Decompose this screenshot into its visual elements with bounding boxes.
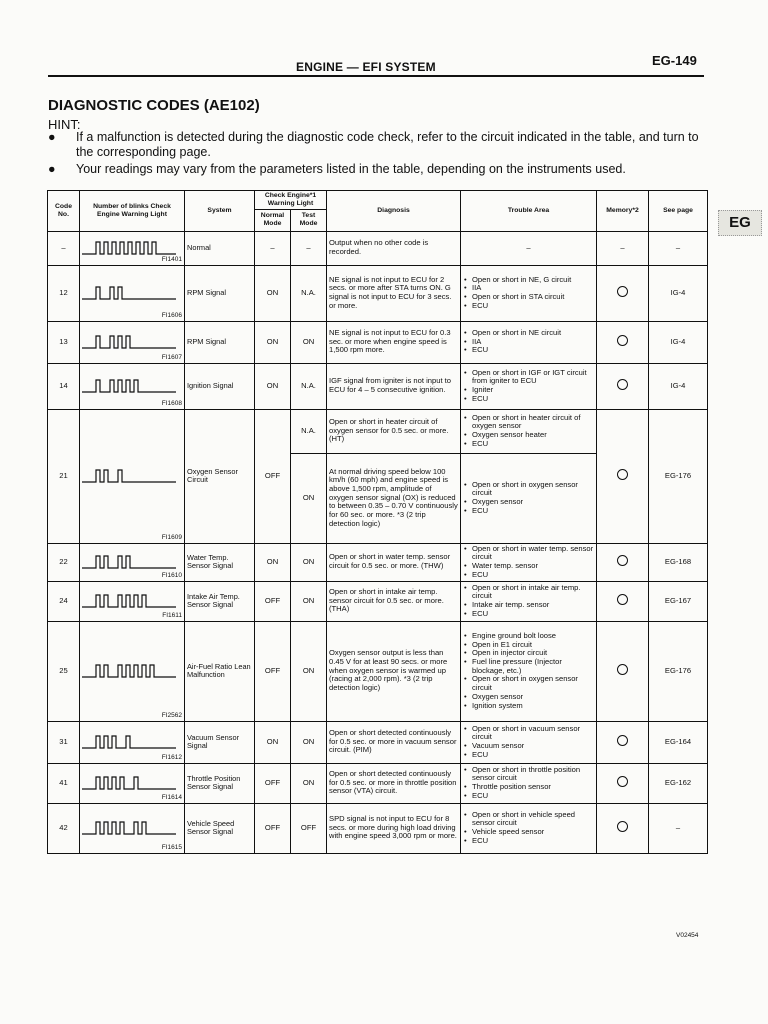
blink-pattern-icon xyxy=(82,468,178,484)
test-mode-value: N.A. xyxy=(301,287,316,297)
blink-pattern-icon xyxy=(82,734,178,750)
test-mode-cell xyxy=(291,803,327,853)
diagnosis-cell xyxy=(327,231,461,265)
code-cell xyxy=(48,321,80,363)
figure-id: FI1609 xyxy=(161,534,182,542)
see-page-ref: IG-4 xyxy=(670,380,686,390)
trouble-area-cell xyxy=(461,321,597,363)
system-name: Oxygen Sensor Circuit xyxy=(187,466,238,485)
diagnosis-text: Open or short in intake air temp. sensor circuit for 0.5 sec. or more. (THA) xyxy=(329,587,444,614)
normal-mode-value: OFF xyxy=(264,665,281,675)
see-page-cell xyxy=(649,763,708,803)
trouble-item: • Igniter xyxy=(463,386,594,395)
hint-bullet xyxy=(48,162,708,177)
test-mode-cell xyxy=(291,721,327,763)
trouble-item: • Open or short in oxygen sensor circuit xyxy=(463,481,594,498)
page-number: EG-149 xyxy=(652,53,697,68)
diagnosis-text: At normal driving speed below 100 km/h (60 mph) and engine speed is above 1,500 rpm, amplitude of oxygen sensor signal (OX) is reduced to between 0.35 – 0.70 V continuously for 60 sec. or more. *3 (2 trip detection logic) xyxy=(329,466,458,528)
memory-circle-icon xyxy=(617,335,628,346)
see-page-cell xyxy=(649,581,708,621)
trouble-item: • Open or short in vehicle speed sensor circuit xyxy=(463,811,594,828)
system-name: Ignition Signal xyxy=(187,380,234,390)
system-name: Water Temp. Sensor Signal xyxy=(187,552,234,571)
trouble-item: • Open or short in NE circuit xyxy=(463,329,594,338)
normal-mode-value: – xyxy=(270,242,275,252)
normal-mode-value: OFF xyxy=(264,470,281,480)
normal-mode-value: ON xyxy=(266,736,279,746)
test-mode-cell xyxy=(291,265,327,321)
figure-id: FI1610 xyxy=(161,572,182,580)
header-see-page: See page xyxy=(649,191,708,232)
diagnosis-cell xyxy=(327,265,461,321)
normal-mode-value: ON xyxy=(266,287,279,297)
code-cell xyxy=(48,231,80,265)
trouble-item: • Open in E1 circuit xyxy=(463,641,594,650)
system-name: Throttle Position Sensor Signal xyxy=(187,773,241,792)
see-page-ref: EG-176 xyxy=(664,665,692,675)
section-title: ENGINE — EFI SYSTEM xyxy=(296,60,436,74)
code-cell xyxy=(48,763,80,803)
blink-pattern-cell xyxy=(80,721,185,763)
normal-mode-value: OFF xyxy=(264,777,281,787)
test-mode-value: N.A. xyxy=(301,380,316,390)
normal-mode-value: ON xyxy=(266,556,279,566)
diagnosis-text: NE signal is not input to ECU for 0.3 sec. or more when engine speed is 1,500 rpm more. xyxy=(329,328,451,355)
memory-cell xyxy=(597,763,649,803)
trouble-item: • Open or short in throttle position sensor circuit xyxy=(463,766,594,783)
figure-id: FI1614 xyxy=(161,794,182,802)
memory-cell xyxy=(597,321,649,363)
trouble-item: • Oxygen sensor heater xyxy=(463,431,594,440)
diagnosis-cell xyxy=(327,803,461,853)
code-number: 22 xyxy=(59,556,68,566)
diagnosis-cell xyxy=(327,363,461,409)
trouble-area-cell xyxy=(461,363,597,409)
trouble-item: • Open in injector circuit xyxy=(463,649,594,658)
trouble-item: • ECU xyxy=(463,346,594,355)
trouble-item: • ECU xyxy=(463,610,594,619)
memory-circle-icon xyxy=(617,664,628,675)
see-page-ref: IG-4 xyxy=(670,336,686,346)
test-mode-cell xyxy=(291,763,327,803)
trouble-item: • ECU xyxy=(463,837,594,846)
system-cell xyxy=(185,321,255,363)
code-cell xyxy=(48,265,80,321)
memory-cell xyxy=(597,231,649,265)
see-page-ref: EG-167 xyxy=(664,595,692,605)
figure-code: V02454 xyxy=(676,932,699,939)
diagnosis-text: Open or short in heater circuit of oxygen sensor for 0.5 sec. or more. (HT) xyxy=(329,417,449,444)
test-mode-cell xyxy=(291,581,327,621)
bullet-dot-icon: ● xyxy=(48,162,56,176)
trouble-area-cell xyxy=(461,721,597,763)
diagnostic-codes-table xyxy=(47,190,708,854)
system-name: Vacuum Sensor Signal xyxy=(187,732,240,751)
trouble-area-cell xyxy=(461,621,597,721)
see-page-cell xyxy=(649,265,708,321)
see-page-cell xyxy=(649,543,708,581)
normal-mode-cell xyxy=(255,803,291,853)
figure-id: FI1606 xyxy=(161,312,182,320)
see-page-cell xyxy=(649,231,708,265)
test-mode-value: ON xyxy=(302,336,315,346)
test-mode-value: ON xyxy=(302,595,315,605)
normal-mode-cell xyxy=(255,363,291,409)
code-cell xyxy=(48,363,80,409)
system-name: Air-Fuel Ratio Lean Malfunction xyxy=(187,661,251,680)
test-mode-value: ON xyxy=(302,736,315,746)
see-page-ref: EG-168 xyxy=(664,556,692,566)
trouble-area-cell xyxy=(461,409,597,453)
blink-pattern-icon xyxy=(82,775,178,791)
normal-mode-cell xyxy=(255,321,291,363)
system-name: RPM Signal xyxy=(187,336,227,346)
trouble-area-cell xyxy=(461,803,597,853)
code-number: 31 xyxy=(59,736,68,746)
normal-mode-cell xyxy=(255,543,291,581)
test-mode-value: ON xyxy=(302,492,315,502)
trouble-item: • ECU xyxy=(463,302,594,311)
see-page-ref: IG-4 xyxy=(670,287,686,297)
figure-id: FI1607 xyxy=(161,354,182,362)
trouble-area-cell xyxy=(461,543,597,581)
trouble-item: • ECU xyxy=(463,571,594,580)
table-row xyxy=(48,409,708,453)
memory-cell xyxy=(597,409,649,543)
blink-pattern-cell xyxy=(80,363,185,409)
bullet-text: Your readings may vary from the parameters listed in the table, depending on the instruments used. xyxy=(76,162,626,176)
test-mode-cell xyxy=(291,363,327,409)
memory-cell xyxy=(597,363,649,409)
hint-label: HINT: xyxy=(48,117,81,132)
header-rule xyxy=(48,75,704,77)
trouble-item: • Oxygen sensor xyxy=(463,498,594,507)
system-cell xyxy=(185,803,255,853)
doc-title: DIAGNOSTIC CODES (AE102) xyxy=(48,97,260,114)
trouble-item: • ECU xyxy=(463,395,594,404)
diagnosis-text: Open or short detected continuously for 0.5 sec. or more in vacuum sensor circuit. (PIM) xyxy=(329,728,457,755)
trouble-item: • Fuel line pressure (Injector blockage, etc.) xyxy=(463,658,594,675)
trouble-item: • IIA xyxy=(463,284,594,293)
blink-pattern-icon xyxy=(82,663,178,679)
see-page-cell xyxy=(649,721,708,763)
blink-pattern-cell xyxy=(80,231,185,265)
memory-circle-icon xyxy=(617,776,628,787)
table-row xyxy=(48,721,708,763)
table-row xyxy=(48,621,708,721)
see-page-cell xyxy=(649,363,708,409)
memory-cell xyxy=(597,803,649,853)
system-cell xyxy=(185,231,255,265)
code-cell xyxy=(48,803,80,853)
header-check-engine: Check Engine*1 Warning Light xyxy=(255,191,327,210)
see-page-cell xyxy=(649,409,708,543)
blink-pattern-cell xyxy=(80,543,185,581)
system-name: Normal xyxy=(187,242,211,252)
test-mode-value: N.A. xyxy=(301,425,316,435)
code-cell xyxy=(48,581,80,621)
trouble-item: • Open or short in NE, G circuit xyxy=(463,276,594,285)
see-page-ref: EG-164 xyxy=(664,736,692,746)
normal-mode-cell xyxy=(255,231,291,265)
memory-circle-icon xyxy=(617,555,628,566)
trouble-item: – xyxy=(526,242,531,252)
memory-cell xyxy=(597,621,649,721)
blink-pattern-cell xyxy=(80,409,185,543)
system-cell xyxy=(185,543,255,581)
hint-bullets xyxy=(48,130,708,179)
code-number: 24 xyxy=(59,595,68,605)
bullet-text: If a malfunction is detected during the diagnostic code check, refer to the circuit indicated in the table, and turn to the corresponding page. xyxy=(76,130,699,159)
trouble-item: • Throttle position sensor xyxy=(463,783,594,792)
code-number: 12 xyxy=(59,287,68,297)
test-mode-cell xyxy=(291,453,327,543)
table-row xyxy=(48,543,708,581)
code-number: 25 xyxy=(59,665,68,675)
figure-id: FI2562 xyxy=(161,712,182,720)
blink-pattern-icon xyxy=(82,378,178,394)
trouble-area-cell xyxy=(461,453,597,543)
trouble-item: • Water temp. sensor xyxy=(463,562,594,571)
diagnosis-cell xyxy=(327,453,461,543)
system-cell xyxy=(185,265,255,321)
trouble-area-cell xyxy=(461,581,597,621)
system-name: Vehicle Speed Sensor Signal xyxy=(187,818,235,837)
diagnosis-text: IGF signal from igniter is not input to ECU for 4 – 5 consecutive ignition. xyxy=(329,376,451,395)
memory-cell xyxy=(597,265,649,321)
test-mode-cell xyxy=(291,543,327,581)
system-cell xyxy=(185,409,255,543)
memory-cell xyxy=(597,543,649,581)
code-cell xyxy=(48,621,80,721)
blink-pattern-cell xyxy=(80,621,185,721)
header-normal-mode: Normal Mode xyxy=(255,209,291,231)
bullet-dot-icon: ● xyxy=(48,130,56,144)
code-number: – xyxy=(61,242,66,252)
code-cell xyxy=(48,409,80,543)
blink-pattern-cell xyxy=(80,321,185,363)
blink-pattern-icon xyxy=(82,240,178,256)
system-name: Intake Air Temp. Sensor Signal xyxy=(187,591,240,610)
trouble-area-cell xyxy=(461,231,597,265)
header-trouble-area: Trouble Area xyxy=(461,191,597,232)
trouble-item: • ECU xyxy=(463,507,594,516)
section-tab-mark: EG xyxy=(718,210,762,236)
normal-mode-cell xyxy=(255,721,291,763)
hint-bullet xyxy=(48,130,708,160)
blink-pattern-cell xyxy=(80,265,185,321)
code-cell xyxy=(48,721,80,763)
normal-mode-cell xyxy=(255,621,291,721)
memory-value: – xyxy=(620,242,625,252)
test-mode-cell xyxy=(291,409,327,453)
code-number: 42 xyxy=(59,822,68,832)
header-diagnosis: Diagnosis xyxy=(327,191,461,232)
figure-id: FI1612 xyxy=(161,754,182,762)
normal-mode-value: OFF xyxy=(264,822,281,832)
test-mode-cell xyxy=(291,621,327,721)
normal-mode-cell xyxy=(255,409,291,543)
trouble-item: • Engine ground bolt loose xyxy=(463,632,594,641)
header-blinks: Number of blinks Check Engine Warning Light xyxy=(80,191,185,232)
test-mode-value: ON xyxy=(302,777,315,787)
memory-circle-icon xyxy=(617,821,628,832)
diagnosis-cell xyxy=(327,543,461,581)
system-name: RPM Signal xyxy=(187,287,227,297)
trouble-item: • Open or short in STA circuit xyxy=(463,293,594,302)
diagnosis-cell xyxy=(327,321,461,363)
trouble-item: • Open or short in heater circuit of oxygen sensor xyxy=(463,414,594,431)
diagnosis-cell xyxy=(327,621,461,721)
figure-id: FI1615 xyxy=(161,844,182,852)
trouble-item: • Open or short in vacuum sensor circuit xyxy=(463,725,594,742)
system-cell xyxy=(185,763,255,803)
diagnosis-text: Oxygen sensor output is less than 0.45 V for at least 90 secs. or more when oxygen sensor is warmed up (racing at 2,000 rpm). *3 (2 trip detection logic) xyxy=(329,648,448,693)
trouble-item: • Vehicle speed sensor xyxy=(463,828,594,837)
code-number: 14 xyxy=(59,380,68,390)
code-number: 41 xyxy=(59,777,68,787)
see-page-ref: EG-162 xyxy=(664,777,692,787)
memory-cell xyxy=(597,581,649,621)
system-cell xyxy=(185,621,255,721)
diagnosis-text: NE signal is not input to ECU for 2 secs. or more after STA turns ON. G signal is not input to ECU for 3 secs. or more. xyxy=(329,274,452,310)
test-mode-value: ON xyxy=(302,665,315,675)
blink-pattern-cell xyxy=(80,763,185,803)
table-row xyxy=(48,803,708,853)
see-page-cell xyxy=(649,803,708,853)
see-page-ref: EG-176 xyxy=(664,470,692,480)
memory-circle-icon xyxy=(617,469,628,480)
table-row xyxy=(48,763,708,803)
blink-pattern-cell xyxy=(80,581,185,621)
table-row xyxy=(48,363,708,409)
see-page-cell xyxy=(649,321,708,363)
see-page-ref: – xyxy=(675,242,681,252)
trouble-area-cell xyxy=(461,265,597,321)
trouble-item: • Intake air temp. sensor xyxy=(463,601,594,610)
test-mode-value: – xyxy=(306,242,311,252)
normal-mode-cell xyxy=(255,763,291,803)
code-number: 21 xyxy=(59,470,68,480)
system-cell xyxy=(185,363,255,409)
header-system: System xyxy=(185,191,255,232)
normal-mode-value: ON xyxy=(266,336,279,346)
trouble-item: • ECU xyxy=(463,440,594,449)
trouble-item: • ECU xyxy=(463,792,594,801)
see-page-ref: – xyxy=(675,822,681,832)
memory-circle-icon xyxy=(617,594,628,605)
normal-mode-value: OFF xyxy=(264,595,281,605)
trouble-item: • Oxygen sensor xyxy=(463,693,594,702)
see-page-cell xyxy=(649,621,708,721)
trouble-item: • ECU xyxy=(463,751,594,760)
blink-pattern-icon xyxy=(82,285,178,301)
normal-mode-cell xyxy=(255,265,291,321)
normal-mode-cell xyxy=(255,581,291,621)
blink-pattern-icon xyxy=(82,334,178,350)
diagnosis-cell xyxy=(327,721,461,763)
test-mode-value: ON xyxy=(302,556,315,566)
blink-pattern-icon xyxy=(82,554,178,570)
code-cell xyxy=(48,543,80,581)
trouble-item: • Vacuum sensor xyxy=(463,742,594,751)
trouble-area-cell xyxy=(461,763,597,803)
header-test-mode: Test Mode xyxy=(291,209,327,231)
diagnosis-text: Output when no other code is recorded. xyxy=(329,238,429,257)
memory-circle-icon xyxy=(617,286,628,297)
table-row xyxy=(48,581,708,621)
figure-id: FI1401 xyxy=(161,256,182,264)
trouble-item: • Ignition system xyxy=(463,702,594,711)
blink-pattern-cell xyxy=(80,803,185,853)
system-cell xyxy=(185,581,255,621)
header-code: Code No. xyxy=(48,191,80,232)
table-row xyxy=(48,265,708,321)
figure-id: FI1608 xyxy=(161,400,182,408)
diagnosis-text: Open or short in water temp. sensor circuit for 0.5 sec. or more. (THW) xyxy=(329,552,451,571)
test-mode-cell xyxy=(291,231,327,265)
table-row xyxy=(48,231,708,265)
diagnosis-text: SPD signal is not input to ECU for 8 secs. or more during high load driving with engine speed 3,000 rpm or more. xyxy=(329,814,457,841)
blink-pattern-icon xyxy=(82,820,178,836)
trouble-item: • Open or short in oxygen sensor circuit xyxy=(463,675,594,692)
diagnosis-cell xyxy=(327,409,461,453)
figure-id: FI1611 xyxy=(162,612,182,620)
diagnosis-cell xyxy=(327,763,461,803)
diagnosis-cell xyxy=(327,581,461,621)
header-memory: Memory*2 xyxy=(597,191,649,232)
memory-circle-icon xyxy=(617,735,628,746)
test-mode-cell xyxy=(291,321,327,363)
table-row xyxy=(48,321,708,363)
code-number: 13 xyxy=(59,336,68,346)
memory-cell xyxy=(597,721,649,763)
memory-circle-icon xyxy=(617,379,628,390)
test-mode-value: OFF xyxy=(300,822,317,832)
trouble-item: • Open or short in IGF or IGT circuit from igniter to ECU xyxy=(463,369,594,386)
trouble-item: • IIA xyxy=(463,338,594,347)
normal-mode-value: ON xyxy=(266,380,279,390)
diagnosis-text: Open or short detected continuously for 0.5 sec. or more in throttle position sensor (VTA) circuit. xyxy=(329,769,457,796)
blink-pattern-icon xyxy=(82,593,178,609)
system-cell xyxy=(185,721,255,763)
trouble-item: • Open or short in water temp. sensor circuit xyxy=(463,545,594,562)
trouble-item: • Open or short in intake air temp. circuit xyxy=(463,584,594,601)
